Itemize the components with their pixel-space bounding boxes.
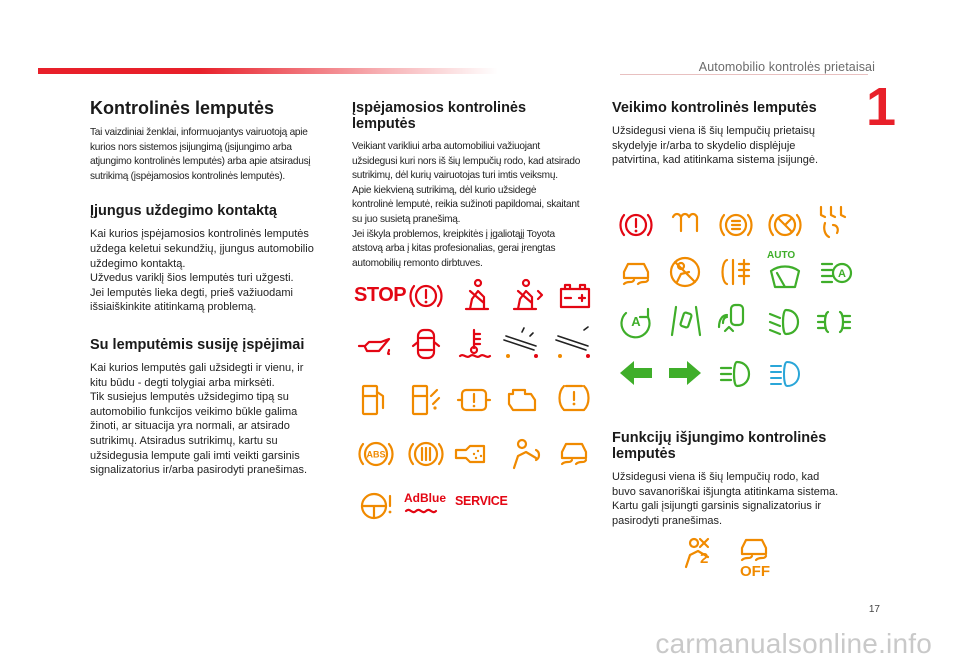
deactivation-heading: Funkcijų išjungimo kontrolinės lemputės bbox=[612, 430, 827, 462]
turn-left-icon bbox=[618, 355, 654, 391]
seatbelt-passenger-icon bbox=[508, 277, 544, 313]
airbag-warning-icon bbox=[508, 436, 544, 472]
abs-label: ABS bbox=[366, 449, 386, 460]
main-beam-icon bbox=[767, 356, 803, 392]
service-warning-icon: SERVICE bbox=[455, 494, 508, 508]
adblue-wave-icon bbox=[404, 503, 444, 513]
brake-system-icon bbox=[408, 436, 444, 472]
brake-warning-icon bbox=[408, 278, 444, 314]
watermark: carmanualsonline.info bbox=[655, 628, 932, 659]
airbag-two-label: 2 bbox=[700, 550, 709, 567]
svg-text:A: A bbox=[631, 314, 641, 329]
tyre-pressure-icon bbox=[556, 380, 592, 416]
page-title: Kontrolinės lemputės bbox=[90, 98, 275, 118]
particulate-filter-icon bbox=[456, 382, 492, 418]
stop-warning-icon: STOP bbox=[354, 284, 407, 306]
page-number: 17 bbox=[868, 604, 880, 615]
airbag-off-icon bbox=[667, 254, 703, 290]
auto-wiper-icon bbox=[767, 261, 803, 297]
parking-sensor-icon bbox=[717, 301, 753, 337]
abs-warning-icon bbox=[358, 436, 394, 472]
stability-control-icon bbox=[556, 434, 592, 470]
glow-plug-icon bbox=[667, 207, 703, 243]
warning-lamps-heading: Įspėjamosios kontrolinės lemputės bbox=[352, 100, 527, 132]
adblue-warning-icon: AdBlue bbox=[404, 491, 446, 505]
parking-brake-auto-icon bbox=[718, 207, 754, 243]
passenger-airbag-icon bbox=[815, 203, 851, 239]
warning-lamps-paragraph: Veikiant varikliui arba automobiliui važiuojant užsidegusi kuri nors iš šių lempučių rodo, kad atsirado sutrikimų, dėl kurių vairuotojas turi imtis veiksmų. Apie kiekvieną sutrikimą, dėl kurio užsidegė kontrolinė lemputė, reikia sužinoti papildomai, skaitant su juo susietą pranešimą. Jei iškyla problemos, kreipkitės į įgaliotąjį Toyota atstovą arba į kitas profesionalias, gerai įrengtas automobilių remonto dirbtuves. bbox=[352, 141, 581, 269]
sidelights-icon bbox=[816, 304, 852, 340]
fuel-level-icon bbox=[357, 382, 393, 418]
auto-wiper-label: AUTO bbox=[767, 250, 796, 261]
operation-lamps-heading: Veikimo kontrolinės lemputės bbox=[612, 100, 817, 116]
parking-brake-off-icon bbox=[767, 207, 803, 243]
column-deactivation-lamps bbox=[612, 430, 872, 528]
section-title: Automobilio kontrolės prietaisai bbox=[698, 60, 875, 74]
chapter-number: 1 bbox=[866, 77, 897, 137]
stop-start-icon bbox=[618, 303, 654, 339]
column-operation-lamps bbox=[612, 100, 872, 168]
ignition-heading: Įjungus uždegimo kontaktą bbox=[90, 203, 277, 220]
operation-lamps-paragraph: Užsidegusi viena iš šių lempučių prietaisų skydelyje ir/arba to skydelio displėjuje patvirtina, kad atitinkama sistema įsijungė. bbox=[612, 125, 819, 167]
deactivation-paragraph: Užsidegusi viena iš šių lempučių rodo, kad buvo savanoriškai išjungta atitinkama sistema. Kartu gali įsijungti garsinis signalizatorius ir pasirodyti pranešimas. bbox=[612, 471, 839, 527]
turn-right-icon bbox=[667, 355, 703, 391]
warnings-heading: Su lemputėmis susiję įspėjimai bbox=[90, 336, 305, 353]
brake-applied-icon bbox=[618, 207, 654, 243]
ignition-paragraph: Kai kurios įspėjamosios kontrolinės lemputės uždega keletui sekundžių, įjungus automobilio uždegimo kontaktą. Užvedus variklį šios lemputės turi užgesti. Jei lemputės lieka degti, prieš važiuodami išsiaiškinkite atitinkamą problemą. bbox=[90, 228, 314, 314]
esp-off-label: OFF bbox=[740, 563, 770, 580]
seatbelt-driver-icon bbox=[458, 277, 494, 313]
oil-pressure-icon bbox=[357, 330, 393, 366]
esp-off-icon bbox=[736, 530, 772, 566]
steering-fault-icon bbox=[358, 488, 394, 524]
header-accent-bar bbox=[38, 68, 498, 74]
airbag-passenger-off-icon bbox=[680, 535, 716, 571]
warnings-paragraph: Kai kurios lemputės gali užsidegti ir vienu, ir kitu būdu - degti tolygiai arba mirksėti. Tik susiejus lemputės užsidegimo tipą su automobilio funkcijos veikimo būkle galima žinoti, ar situacija yra normali, ar atsirado sutrikimų. Atsiradus sutrikimų, kartu su užsidegusia lempute gali imti veikti garsinis signalizatorius ir/arba pasirodyti pranešimas. bbox=[90, 361, 308, 477]
particle-emission-icon bbox=[454, 436, 494, 472]
door-open-icon bbox=[408, 326, 444, 362]
low-beam-icon bbox=[766, 304, 802, 340]
header-divider bbox=[620, 74, 868, 75]
lane-departure-icon bbox=[668, 303, 704, 339]
svg-text:A: A bbox=[838, 268, 846, 280]
battery-warning-icon bbox=[557, 279, 593, 315]
auto-lighting-icon bbox=[818, 256, 854, 292]
rear-fog-icon bbox=[717, 254, 753, 290]
fuel-filter-water-icon bbox=[407, 382, 443, 418]
front-fog-icon bbox=[717, 356, 753, 392]
steering-lock-icon bbox=[552, 326, 596, 362]
column-general bbox=[90, 98, 330, 478]
coolant-temperature-icon bbox=[456, 326, 492, 362]
power-steering-icon bbox=[500, 326, 544, 362]
intro-paragraph: Tai vaizdiniai ženklai, informuojantys vairuotoją apie kurios nors sistemos įsijungimą (įsijungimo arba atjungimo kontrolinės lemputės) arba apie atsiradusį sutrikimą (įspėjamosios kontrolinės lemputės). bbox=[90, 127, 311, 182]
engine-check-icon bbox=[505, 382, 541, 418]
esp-active-icon bbox=[618, 254, 654, 290]
column-warning-lamps bbox=[352, 100, 602, 271]
